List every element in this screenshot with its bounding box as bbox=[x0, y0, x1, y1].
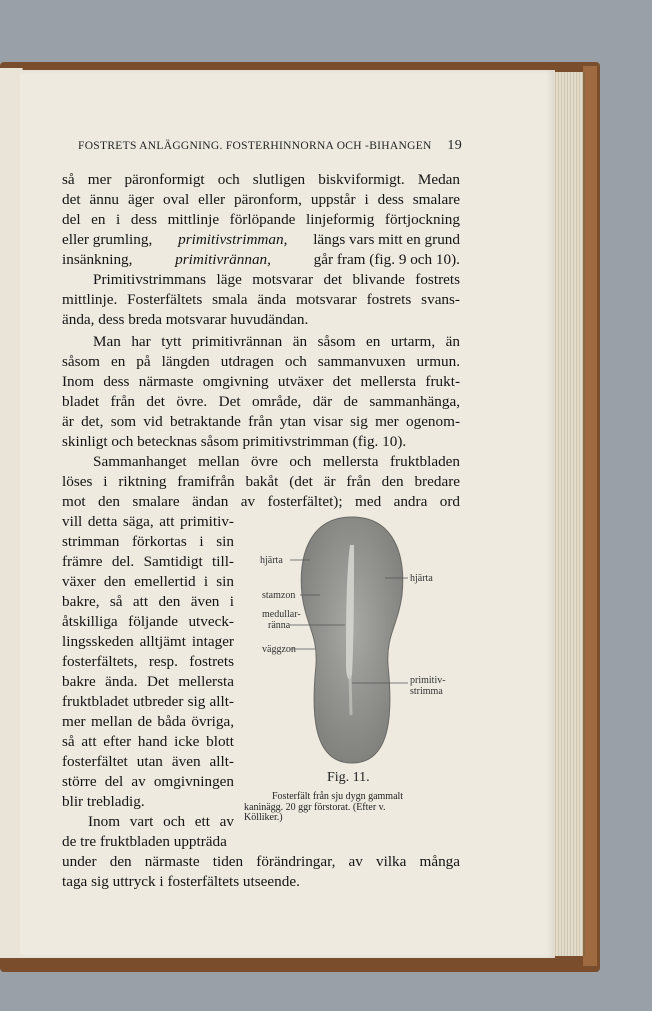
text-line: växer den emellertid i sin bbox=[62, 573, 234, 590]
caption-line: kaninägg. 20 ggr förstorat. (Efter v. bbox=[244, 801, 386, 813]
term-primitivrannan: primitivrännan, bbox=[175, 251, 271, 268]
text-line: Inom dess närmaste omgivning utväxer det mellersta frukt- bbox=[62, 373, 460, 390]
text-line: fosterfältets, resp. fostrets bbox=[62, 653, 234, 670]
text-line: lingsskeden alltjämt intager bbox=[62, 633, 234, 650]
label-primitiv-2: strimma bbox=[410, 686, 443, 697]
text-line: är det, som vid betraktande från ytan visar sig mer ogenom- bbox=[62, 413, 460, 430]
label-medullar-1: medullar- bbox=[262, 609, 301, 620]
text-line: strimman förkortas i sin bbox=[62, 533, 234, 550]
text-line: blir trebladig. bbox=[62, 793, 145, 810]
figure-title: Fig. 11. bbox=[327, 770, 370, 785]
text-line: Primitivstrimmans läge motsvarar det blivande fostrets bbox=[93, 271, 460, 288]
text-line: större del av omgivningen bbox=[62, 773, 234, 790]
text-line: ända, dess breda motsvarar huvudändan. bbox=[62, 311, 309, 328]
text-line: del en i dess mittlinje förlöpande linjeformig förtjockning bbox=[62, 211, 460, 228]
page-number: 19 bbox=[447, 138, 462, 153]
text-line: fosterfältet utan även allt- bbox=[62, 753, 234, 770]
text-line: fruktbladet utbreder sig allt- bbox=[62, 693, 234, 710]
caption-line: Kölliker.) bbox=[244, 812, 283, 823]
text-line: under den närmaste tiden förändringar, av vilka många bbox=[62, 853, 460, 870]
text-line: så att efter hand icke blott bbox=[62, 733, 234, 750]
text-line: Man har tytt primitivrännan än såsom en urtarm, än bbox=[93, 333, 460, 350]
text-line: mot den smalare ändan av fosterfältet); med andra ord bbox=[62, 493, 460, 510]
text-line: bakre ända. Det mellersta bbox=[62, 673, 234, 690]
text-line: bladet från det övre. Det område, där de sammanhänga, bbox=[62, 393, 460, 410]
text-line: vill detta säga, att primitiv- bbox=[62, 513, 234, 530]
label-vaggzon: väggzon bbox=[262, 644, 296, 655]
label-primitiv-1: primitiv- bbox=[410, 675, 446, 686]
text-line: såsom en på längden utdragen och sammanvuxen urmun. bbox=[62, 353, 460, 370]
text-line: bakre, så att den även i bbox=[62, 593, 234, 610]
label-hjarta-left: hjärta bbox=[260, 555, 283, 566]
label-hjarta-right: hjärta bbox=[410, 573, 433, 584]
text-line: de tre fruktbladen uppträda bbox=[62, 833, 227, 850]
text-line: mittlinje. Fosterfältets smala ända motsvarar fostrets svans- bbox=[62, 291, 460, 308]
text-line: mer mellan de båda övriga, bbox=[62, 713, 234, 730]
figure-caption bbox=[244, 792, 454, 824]
text-line: taga sig uttryck i fosterfältets utseende. bbox=[62, 873, 300, 890]
caption-line: Fosterfält från sju dygn gammalt bbox=[272, 791, 404, 802]
term-primitivstrimman: primitivstrimman, bbox=[178, 231, 288, 248]
text-fragment: går fram (fig. 9 och 10). bbox=[313, 251, 460, 268]
text-line: Inom vart och ett av bbox=[88, 813, 234, 830]
text-line: Sammanhanget mellan övre och mellersta fruktbladen bbox=[93, 453, 460, 470]
text-line: så mer päronformigt och slutligen biskviformigt. Medan bbox=[62, 171, 460, 188]
running-title: FOSTRETS ANLÄGGNING. FOSTERHINNORNA OCH -BIHANGEN bbox=[78, 140, 432, 152]
text-fragment: insänkning, bbox=[62, 251, 133, 268]
label-medullar-2: ränna bbox=[268, 620, 291, 631]
text-line: det ännu äger oval eller päronform, uppstår i dess smalare bbox=[62, 191, 460, 208]
text-line: skinligt och betecknas såsom primitivstrimman (fig. 10). bbox=[62, 433, 407, 450]
label-stamzon: stamzon bbox=[262, 590, 296, 601]
text-line: främre del. Samtidigt till- bbox=[62, 553, 234, 570]
text-line: löses i riktning framifrån bakåt (det är från den bredare bbox=[62, 473, 460, 490]
text-fragment: eller grumling, bbox=[62, 231, 153, 248]
text-line: åtskilliga följande utveck- bbox=[62, 613, 234, 630]
text-fragment: längs vars mitt en grund bbox=[313, 231, 460, 248]
